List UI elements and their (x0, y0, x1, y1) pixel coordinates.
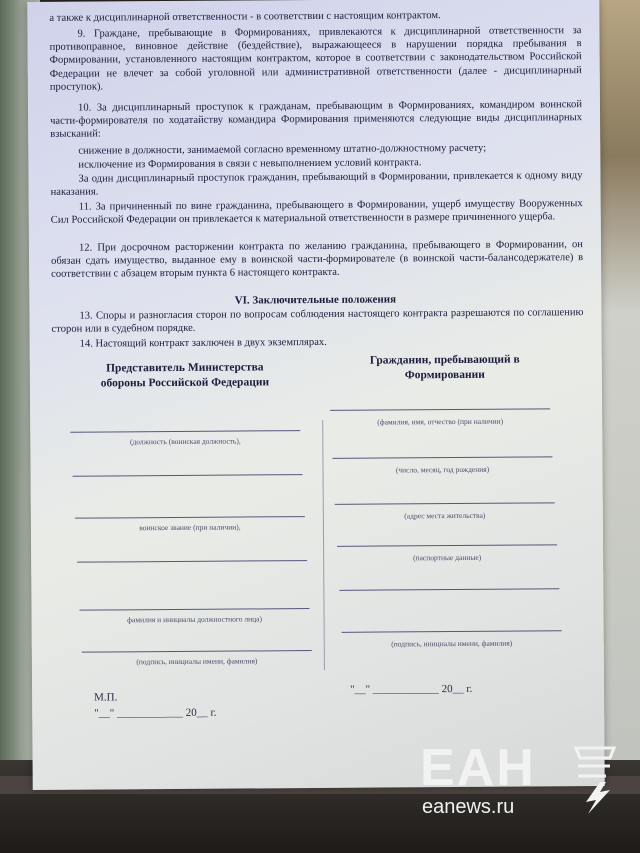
signature-right-line (342, 630, 562, 633)
signature-left-line (75, 516, 305, 519)
signature-right-line (332, 456, 552, 459)
caption-right-passport: (паспортные данные) (413, 552, 482, 563)
caption-left-name: фамилия и инициалы должностного лица) (127, 614, 263, 625)
signature-left-title: Представитель Министерства обороны Российской Федерации (100, 361, 270, 390)
date-left: "__" ____________ 20__ г. (94, 706, 217, 720)
paragraph-13: 13. Споры и разногласия сторон по вопросам соблюдения настоящего контракта разрешаются по соглашению сторон или в судебном порядке. (51, 307, 584, 336)
stamp-place: М.П. (94, 691, 118, 704)
paragraph-10-note: За один дисциплинарный проступок гражданин, пребывающий в Формировании, привлекается к одному виду наказания. (50, 170, 583, 199)
ean-logo-text: ЕАН (420, 739, 536, 797)
signature-left-line (73, 474, 303, 477)
caption-left-signature: (подпись, инициалы имени, фамилия) (136, 656, 258, 667)
caption-right-birthdate: (число, месяц, год рождения) (395, 464, 490, 475)
ean-watermark (420, 738, 620, 828)
date-right: "__" ____________ 20__ г. (350, 682, 473, 696)
lightning-icon (570, 744, 620, 814)
signature-left-line (82, 650, 312, 653)
signature-right-line (339, 588, 559, 591)
ean-url: eanews.ru (422, 796, 515, 818)
paragraph-10: 10. За дисциплинарный проступок к гражданам, пребывающим в Формированиях, командиром воинской части-формирователя по ходатайству командира Формирования применяются следующие виды дисциплинарных взысканий: (50, 99, 583, 141)
paragraph-10-item-b: исключение из Формирования в связи с невыполнением условий контракта. (78, 157, 422, 171)
caption-right-fullname: (фамилия, имя, отчество (при наличии) (377, 416, 504, 427)
top-line: а также к дисциплинарной ответственности - в соответствии с настоящим контрактом. (49, 10, 441, 24)
signature-right-line (337, 544, 557, 547)
caption-left-rank: воинское звание (при наличии), (139, 522, 241, 533)
section-title: VI. Заключительные положения (234, 293, 397, 307)
signature-left-line (70, 430, 300, 433)
signature-right-line (335, 502, 555, 505)
caption-left-position: (должность (воинская должность), (129, 436, 241, 447)
signature-left-line (79, 608, 309, 611)
paragraph-11: 11. За причиненный по вине гражданина, пребывающего в Формировании, ущерб имуществу Вооруженных Сил Российской Федерации он привлекается к материальной ответственности в размере причиненного ущерба. (50, 198, 583, 227)
signature-right-title: Гражданин, пребывающий в Формировании (369, 353, 520, 382)
paragraph-12: 12. При досрочном расторжении контракта по желанию гражданина, пребывающего в Формировании, он обязан сдать имущество, выданное ему в воинской части-формирователе (в воинской части-балансодержателе) в соответствии с абзацем вторым пункта 6 настоящего контракта. (51, 239, 584, 281)
column-divider (322, 420, 325, 670)
paragraph-10-item-a: снижение в должности, занимаемой согласно временному штатно-должностному расчету; (78, 142, 487, 157)
caption-right-address: (адрес места жительства) (404, 510, 486, 521)
signature-left-line (77, 560, 307, 563)
caption-right-signature: (подпись, инициалы имени, фамилия) (391, 638, 513, 649)
signature-right-line (330, 408, 550, 411)
paragraph-9: 9. Граждане, пребывающие в Формированиях, привлекаются к дисциплинарной ответственности за противоправное, виновное действие (бездействие), выражающееся в нарушении порядка пребывания в Формировании, установленного настоящим контрактом, которое в соответствии с законодательством Российской Федерации не влечет за собой уголовной или административной ответственности (далее - дисциплинарный проступок). (49, 25, 582, 93)
contract-page (27, 0, 604, 790)
paragraph-14: 14. Настоящий контракт заключен в двух экземплярах. (79, 336, 327, 350)
